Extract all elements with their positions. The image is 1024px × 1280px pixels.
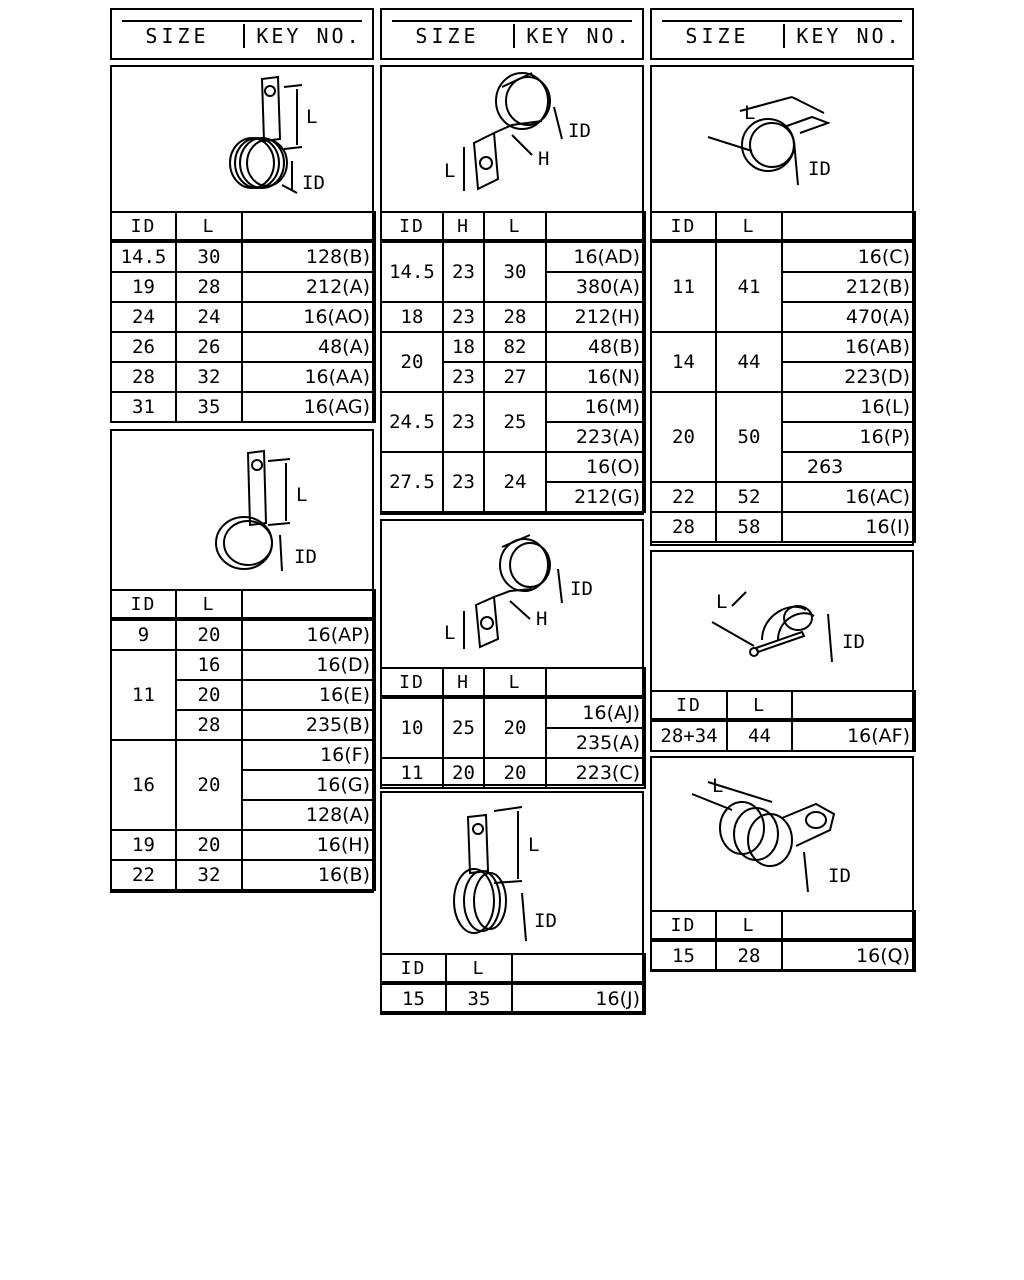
cell-h: 23 [443, 452, 484, 512]
cell-l: 20 [484, 758, 546, 788]
clamp-panel-p8 [650, 756, 914, 971]
cell-id: 18 [381, 302, 443, 332]
cell-h: 23 [443, 392, 484, 452]
table-row [651, 512, 915, 542]
size-table-p3 [380, 211, 646, 513]
cell-key-no: 223(C) [546, 758, 645, 788]
dim-h-label: H [538, 148, 550, 170]
cell-id: 11 [651, 241, 716, 332]
dim-l-label: L [444, 160, 456, 182]
cell-id: 11 [381, 758, 443, 788]
cell-id: 10 [381, 697, 443, 758]
table-row [111, 860, 375, 890]
cell-id: 28+34 [651, 720, 727, 751]
size-table-p2 [110, 589, 376, 891]
table-row [111, 650, 375, 680]
cell-key-no: 380(A) [546, 272, 645, 302]
header-rule [392, 20, 632, 22]
cell-key-no: 16(AO) [242, 302, 375, 332]
col-id: ID [651, 212, 716, 241]
col-l: L [716, 212, 782, 241]
cell-key-no: 16(AD) [546, 241, 645, 272]
clamp-illustration [112, 67, 372, 211]
header-divider [243, 24, 245, 48]
cell-l: 20 [176, 680, 242, 710]
cell-l: 24 [176, 302, 242, 332]
cell-key-no: 16(G) [242, 770, 375, 800]
table-header [111, 590, 375, 619]
cell-l: 50 [716, 392, 782, 482]
cell-id: 11 [111, 650, 176, 740]
table-header [111, 212, 375, 241]
size-table-p1 [110, 211, 376, 423]
table-row [111, 619, 375, 650]
col-key [546, 668, 645, 697]
header-divider [513, 24, 515, 48]
col-id: ID [381, 212, 443, 241]
cell-l: 44 [716, 332, 782, 392]
col-l: L [446, 954, 512, 983]
table-row [381, 302, 645, 332]
cell-key-no: 235(B) [242, 710, 375, 740]
cell-key-no: 223(D) [782, 362, 915, 392]
dim-h-label: H [536, 608, 548, 630]
cell-key-no: 16(B) [242, 860, 375, 890]
col-key [546, 212, 645, 241]
cell-key-no: 16(D) [242, 650, 375, 680]
dim-id-label: ID [570, 578, 593, 600]
size-label: SIZE [415, 24, 480, 48]
cell-l: 44 [727, 720, 792, 751]
col-l: L [176, 212, 242, 241]
table-row [651, 241, 915, 272]
cell-id: 19 [111, 272, 176, 302]
size-table-p5 [380, 953, 646, 1015]
table-row [111, 740, 375, 770]
size-key-header-col2 [380, 8, 644, 60]
cell-h: 20 [443, 758, 484, 788]
dim-id-label: ID [302, 172, 325, 194]
cell-key-no: 16(AG) [242, 392, 375, 422]
dim-l-label: L [306, 106, 318, 128]
cell-key-no: 16(AP) [242, 619, 375, 650]
table-row [651, 720, 915, 751]
cell-l: 28 [716, 940, 782, 971]
clamp-panel-p3 [380, 65, 644, 515]
cell-key-no: 16(I) [782, 512, 915, 542]
cell-key-no: 16(AA) [242, 362, 375, 392]
col-l: L [484, 212, 546, 241]
cell-id: 31 [111, 392, 176, 422]
dim-id-label: ID [842, 631, 865, 653]
dim-l-label: L [528, 834, 540, 856]
col-key [512, 954, 645, 983]
cell-key-no: 16(AF) [792, 720, 915, 751]
col-id: ID [651, 911, 716, 940]
dim-l-label: L [716, 591, 728, 613]
cell-key-no: 16(O) [546, 452, 645, 482]
cell-id: 16 [111, 740, 176, 830]
cell-l: 20 [176, 830, 242, 860]
cell-id: 27.5 [381, 452, 443, 512]
cell-key-no: 128(B) [242, 241, 375, 272]
clamp-panel-p7 [650, 550, 914, 752]
size-key-header-col3 [650, 8, 914, 60]
size-label: SIZE [685, 24, 750, 48]
cell-key-no: 212(H) [546, 302, 645, 332]
cell-h: 25 [443, 697, 484, 758]
clamp-illustration [652, 552, 912, 690]
col-key [242, 212, 375, 241]
cell-l: 32 [176, 362, 242, 392]
table-row [111, 362, 375, 392]
clamp-illustration [382, 67, 642, 211]
cell-id: 22 [651, 482, 716, 512]
dim-id-label: ID [294, 546, 317, 568]
header-rule [122, 20, 362, 22]
clamp-illustration [652, 67, 912, 211]
cell-l: 35 [446, 983, 512, 1014]
cell-id: 15 [381, 983, 446, 1014]
table-header [651, 691, 915, 720]
cell-key-no: 16(M) [546, 392, 645, 422]
table-row [381, 452, 645, 482]
table-row [381, 332, 645, 362]
col-l: L [727, 691, 792, 720]
key-no-label: KEY NO. [256, 24, 362, 48]
cell-key-no: 16(C) [782, 241, 915, 272]
cell-l: 30 [484, 241, 546, 302]
cell-l: 28 [176, 272, 242, 302]
clamp-illustration [112, 431, 372, 589]
dim-l-label: L [296, 484, 308, 506]
table-row [651, 482, 915, 512]
cell-key-no: 16(AB) [782, 332, 915, 362]
cell-key-no: 470(A) [782, 302, 915, 332]
cell-key-no: 16(AC) [782, 482, 915, 512]
cell-key-no: 48(A) [242, 332, 375, 362]
cell-l: 27 [484, 362, 546, 392]
cell-id: 15 [651, 940, 716, 971]
col-id: ID [111, 590, 176, 619]
cell-l: 28 [176, 710, 242, 740]
cell-key-no: 212(A) [242, 272, 375, 302]
cell-key-no: 16(P) [782, 422, 915, 452]
cell-key-no: 212(G) [546, 482, 645, 512]
col-l: L [716, 911, 782, 940]
table-row [651, 940, 915, 971]
table-row [381, 392, 645, 422]
cell-key-no: 48(B) [546, 332, 645, 362]
col-h: H [443, 212, 484, 241]
table-row [381, 241, 645, 272]
cell-id: 28 [111, 362, 176, 392]
cell-id: 20 [381, 332, 443, 392]
clamp-illustration [652, 758, 912, 910]
clamp-panel-p1 [110, 65, 374, 423]
size-table-p4 [380, 667, 646, 789]
cell-key-no: 16(N) [546, 362, 645, 392]
cell-l: 30 [176, 241, 242, 272]
clamp-panel-p6 [650, 65, 914, 546]
cell-l: 26 [176, 332, 242, 362]
col-id: ID [381, 668, 443, 697]
size-label: SIZE [145, 24, 210, 48]
key-no-label: KEY NO. [526, 24, 632, 48]
cell-h: 23 [443, 302, 484, 332]
dim-id-label: ID [568, 120, 591, 142]
col-key [782, 911, 915, 940]
col-l: L [176, 590, 242, 619]
col-key [792, 691, 915, 720]
table-row [381, 758, 645, 788]
cell-key-no: 212(B) [782, 272, 915, 302]
cell-l: 20 [176, 740, 242, 830]
clamp-illustration [382, 793, 642, 953]
cell-id: 9 [111, 619, 176, 650]
cell-key-no: 16(AJ) [546, 697, 645, 728]
size-key-header-col1 [110, 8, 374, 60]
clamp-panel-p5 [380, 791, 644, 1013]
dim-l-label: L [744, 102, 756, 124]
table-row [111, 332, 375, 362]
cell-l: 25 [484, 392, 546, 452]
cell-id: 24.5 [381, 392, 443, 452]
table-row [381, 983, 645, 1014]
clamp-panel-p4 [380, 519, 644, 786]
cell-l: 35 [176, 392, 242, 422]
cell-l: 16 [176, 650, 242, 680]
cell-id: 26 [111, 332, 176, 362]
cell-id: 14.5 [381, 241, 443, 302]
dim-id-label: ID [808, 158, 831, 180]
cell-l: 58 [716, 512, 782, 542]
col-id: ID [381, 954, 446, 983]
cell-key-no: 16(H) [242, 830, 375, 860]
cell-key-no: 223(A) [546, 422, 645, 452]
table-row [111, 392, 375, 422]
cell-h: 18 [443, 332, 484, 362]
table-row [651, 332, 915, 362]
cell-key-no: 235(A) [546, 728, 645, 758]
table-row [111, 241, 375, 272]
cell-id: 20 [651, 392, 716, 482]
col-h: H [443, 668, 484, 697]
cell-l: 20 [484, 697, 546, 758]
table-row [111, 272, 375, 302]
col-key [242, 590, 375, 619]
dim-l-label: L [712, 775, 724, 797]
cell-l: 41 [716, 241, 782, 332]
cell-id: 24 [111, 302, 176, 332]
table-header [651, 911, 915, 940]
cell-key-no: 128(A) [242, 800, 375, 830]
cell-l: 20 [176, 619, 242, 650]
cell-id: 22 [111, 860, 176, 890]
dim-l-label: L [444, 622, 456, 644]
cell-l: 32 [176, 860, 242, 890]
col-l: L [484, 668, 546, 697]
cell-l: 82 [484, 332, 546, 362]
header-rule [662, 20, 902, 22]
cell-l: 28 [484, 302, 546, 332]
col-id: ID [651, 691, 727, 720]
cell-key-no: 16(Q) [782, 940, 915, 971]
cell-h: 23 [443, 241, 484, 302]
key-no-label: KEY NO. [796, 24, 902, 48]
table-row [651, 392, 915, 422]
table-row [381, 697, 645, 728]
table-header [381, 954, 645, 983]
clamp-illustration [382, 521, 642, 667]
size-table-p7 [650, 690, 916, 752]
size-table-p8 [650, 910, 916, 972]
cell-id: 28 [651, 512, 716, 542]
cell-key-no: 263 [782, 452, 915, 482]
table-row [111, 830, 375, 860]
col-id: ID [111, 212, 176, 241]
cell-l: 24 [484, 452, 546, 512]
dim-id-label: ID [534, 910, 557, 932]
table-header [651, 212, 915, 241]
cell-id: 14.5 [111, 241, 176, 272]
table-header [381, 668, 645, 697]
table-header [381, 212, 645, 241]
cell-key-no: 16(J) [512, 983, 645, 1014]
col-key [782, 212, 915, 241]
cell-id: 19 [111, 830, 176, 860]
header-divider [783, 24, 785, 48]
dim-id-label: ID [828, 865, 851, 887]
cell-id: 14 [651, 332, 716, 392]
clamp-panel-p2 [110, 429, 374, 893]
size-table-p6 [650, 211, 916, 543]
cell-key-no: 16(L) [782, 392, 915, 422]
cell-h: 23 [443, 362, 484, 392]
table-row [111, 302, 375, 332]
cell-l: 52 [716, 482, 782, 512]
cell-key-no: 16(F) [242, 740, 375, 770]
cell-key-no: 16(E) [242, 680, 375, 710]
